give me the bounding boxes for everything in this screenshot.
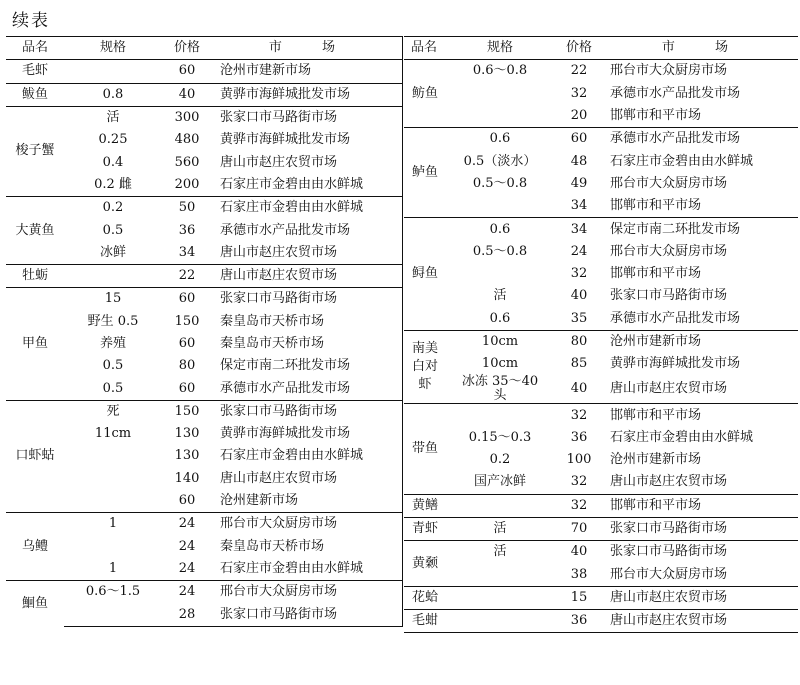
market-name: 秦皇岛市天桥市场 — [220, 538, 325, 554]
table-row — [404, 83, 798, 105]
market-name: 黄骅市海鲜城批发市场 — [212, 83, 403, 106]
spec-cell — [64, 355, 162, 377]
price-value: 480 — [174, 132, 200, 148]
product-name: 梭子蟹 — [15, 143, 55, 159]
price-value: 560 — [174, 154, 200, 170]
spec-value: 活 — [106, 110, 120, 126]
price-value: 48 — [570, 153, 588, 169]
spec-value: 0.2 雌 — [94, 176, 132, 192]
market-name: 石家庄市金碧由由水鲜城 — [610, 429, 754, 445]
spec-value: 活 — [493, 544, 507, 560]
table-row — [404, 330, 798, 353]
table-row — [404, 173, 798, 195]
product-name: 甲鱼 — [21, 336, 48, 351]
market-name: 邢台市大众厨房市场 — [602, 60, 798, 83]
table-row — [6, 581, 403, 604]
market-name: 沧州市建新市场 — [212, 60, 403, 83]
price-value: 40 — [570, 381, 588, 397]
market-name: 唐山市赵庄农贸市场 — [220, 154, 338, 170]
price-value: 28 — [162, 603, 212, 626]
spec-value: 0.6 — [489, 310, 511, 326]
table-row — [6, 355, 403, 377]
price-value: 38 — [570, 566, 588, 582]
table-row — [6, 197, 403, 220]
table-row — [404, 427, 798, 449]
spec-value: 活 — [493, 521, 507, 537]
price-value: 32 — [556, 494, 602, 517]
product-name: 牡蛎 — [21, 268, 48, 284]
price-value: 24 — [570, 243, 588, 259]
market-name: 张家口市马路街市场 — [602, 541, 798, 564]
table-row — [404, 449, 798, 471]
spec-cell — [444, 330, 556, 353]
spec-cell — [444, 263, 556, 285]
product-name-cell — [404, 60, 444, 128]
price-value: 49 — [570, 175, 588, 191]
spec-cell — [64, 311, 162, 333]
header-price: 价格 — [162, 37, 212, 60]
market-name: 唐山市赵庄农贸市场 — [220, 470, 338, 486]
spec-value: 0.5～0.8 — [472, 243, 528, 259]
price-table-right — [404, 36, 798, 633]
market-name: 承德市水产品批发市场 — [610, 310, 741, 326]
price-value: 130 — [174, 448, 200, 464]
market-name: 石家庄市金碧由由水鲜城 — [610, 153, 754, 169]
product-name: 口虾蛄 — [15, 448, 55, 464]
spec-cell — [444, 610, 556, 633]
header-market: 市 场 — [602, 37, 798, 60]
product-name: 毛虾 — [21, 63, 48, 79]
spec-cell — [64, 423, 162, 445]
spec-cell — [64, 400, 162, 423]
table-row — [404, 128, 798, 151]
spec-cell — [64, 490, 162, 513]
table-row — [404, 150, 798, 172]
product-name-cell — [404, 330, 444, 404]
market-name: 唐山市赵庄农贸市场 — [602, 586, 798, 609]
table-row — [6, 490, 403, 513]
product-name-cell — [6, 197, 64, 265]
price-value: 60 — [162, 60, 212, 83]
price-value: 32 — [570, 85, 588, 101]
table-header-row — [404, 37, 798, 60]
product-name-cell — [6, 60, 64, 83]
market-name: 承德市水产品批发市场 — [220, 380, 351, 396]
spec-cell — [444, 375, 556, 404]
price-value: 22 — [556, 60, 602, 83]
table-row — [404, 241, 798, 263]
market-name: 沧州市建新市场 — [610, 452, 702, 468]
market-name: 张家口市马路街市场 — [610, 288, 728, 304]
table-row — [6, 219, 403, 241]
product-name-cell — [404, 610, 444, 633]
spec-cell — [444, 218, 556, 241]
spec-value: 1 — [108, 516, 118, 532]
market-name: 邢台市大众厨房市场 — [212, 581, 403, 604]
spec-value: 冰冻 35～40 头 — [461, 374, 539, 404]
market-name: 承德市水产品批发市场 — [610, 85, 741, 101]
spec-cell — [444, 60, 556, 83]
market-name: 承德市水产品批发市场 — [220, 222, 351, 238]
price-value: 36 — [570, 429, 588, 445]
table-row — [6, 264, 403, 287]
spec-cell — [444, 541, 556, 564]
price-value: 60 — [178, 336, 196, 351]
spec-cell — [444, 586, 556, 609]
table-row — [6, 174, 403, 197]
price-value: 140 — [174, 470, 200, 486]
product-name: 花蛤 — [411, 589, 438, 605]
table-row — [404, 195, 798, 218]
price-table-left — [6, 36, 403, 627]
product-name: 鲂鱼 — [411, 85, 438, 101]
price-value: 36 — [178, 222, 196, 238]
spec-cell — [444, 517, 556, 540]
market-name: 石家庄市金碧由由水鲜城 — [220, 176, 364, 192]
product-name: 鲅鱼 — [21, 86, 48, 102]
product-name: 青虾 — [411, 521, 438, 537]
product-name-cell — [6, 400, 64, 512]
product-name-cell — [404, 517, 444, 540]
table-row — [404, 517, 798, 540]
price-value: 150 — [162, 400, 212, 423]
table-header-row — [6, 37, 403, 60]
spec-cell — [444, 285, 556, 307]
table-row — [404, 105, 798, 128]
product-name-cell — [6, 513, 64, 581]
spec-value: 0.2 — [102, 200, 124, 216]
market-name: 石家庄市金碧由由水鲜城 — [220, 448, 364, 464]
price-value: 24 — [162, 581, 212, 604]
price-value: 60 — [178, 380, 196, 396]
spec-cell — [64, 60, 162, 83]
spec-cell — [64, 83, 162, 106]
market-name: 秦皇岛市天桥市场 — [220, 336, 325, 351]
table-row — [404, 586, 798, 609]
price-value: 34 — [570, 198, 588, 214]
spec-cell — [64, 558, 162, 581]
product-name-cell — [404, 494, 444, 517]
table-row — [404, 353, 798, 375]
product-name-cell — [404, 128, 444, 218]
table-row — [6, 377, 403, 400]
table-row — [6, 60, 403, 83]
market-name: 邯郸市和平市场 — [610, 108, 702, 124]
header-spec: 规格 — [64, 37, 162, 60]
spec-value: 0.5 — [102, 222, 124, 238]
spec-cell — [64, 513, 162, 536]
market-name: 张家口市马路街市场 — [212, 288, 403, 311]
spec-cell — [64, 445, 162, 467]
product-name-cell — [6, 106, 64, 196]
product-name-cell — [404, 586, 444, 609]
market-name: 邢台市大众厨房市场 — [610, 175, 728, 191]
product-name-cell — [6, 83, 64, 106]
price-value: 32 — [570, 474, 588, 490]
spec-cell — [444, 195, 556, 218]
spec-value: 0.6 — [489, 131, 511, 147]
table-row — [6, 513, 403, 536]
table-row — [404, 494, 798, 517]
price-value: 80 — [556, 330, 602, 353]
price-value: 22 — [162, 264, 212, 287]
table-row — [404, 308, 798, 331]
price-value: 60 — [162, 288, 212, 311]
spec-cell — [64, 581, 162, 604]
product-name-cell — [6, 288, 64, 400]
product-name-cell — [404, 404, 444, 494]
market-name: 唐山市赵庄农贸市场 — [610, 474, 728, 490]
product-name: 大黄鱼 — [15, 222, 55, 238]
table-row — [404, 404, 798, 427]
table-row — [6, 83, 403, 106]
spec-value: 0.4 — [102, 154, 124, 170]
spec-value: 0.2 — [489, 452, 511, 468]
spec-cell — [64, 197, 162, 220]
spec-cell — [64, 106, 162, 129]
price-value: 70 — [556, 517, 602, 540]
price-value: 300 — [162, 106, 212, 129]
product-name-cell — [404, 218, 444, 330]
market-name: 邯郸市和平市场 — [602, 404, 798, 427]
market-name: 张家口市马路街市场 — [212, 400, 403, 423]
header-name: 品名 — [6, 37, 64, 60]
price-value: 35 — [570, 310, 588, 326]
table-row — [6, 423, 403, 445]
spec-cell — [444, 241, 556, 263]
market-name: 石家庄市金碧由由水鲜城 — [212, 197, 403, 220]
market-name: 邢台市大众厨房市场 — [610, 243, 728, 259]
spec-cell — [444, 404, 556, 427]
spec-cell — [444, 173, 556, 195]
table-row — [404, 564, 798, 587]
spec-cell — [64, 151, 162, 173]
table-row — [6, 129, 403, 151]
spec-value: 10cm — [481, 334, 519, 349]
spec-value: 0.25 — [98, 132, 128, 148]
market-name: 邯郸市和平市场 — [610, 198, 702, 214]
table-row — [404, 263, 798, 285]
spec-cell — [64, 174, 162, 197]
market-name: 邢台市大众厨房市场 — [610, 566, 728, 582]
price-value: 85 — [570, 356, 588, 372]
table-body-right — [404, 60, 798, 633]
market-name: 保定市南二环批发市场 — [220, 358, 351, 374]
spec-value: 0.5 — [102, 358, 124, 374]
spec-value: 0.8 — [102, 86, 124, 102]
spec-cell — [444, 564, 556, 587]
table-row — [404, 218, 798, 241]
market-name: 唐山市赵庄农贸市场 — [610, 381, 728, 397]
price-value: 60 — [178, 493, 196, 509]
product-name: 带鱼 — [411, 441, 438, 457]
price-value: 32 — [556, 404, 602, 427]
price-value: 40 — [556, 541, 602, 564]
market-name: 沧州市建新市场 — [602, 330, 798, 353]
spec-value: 1 — [108, 560, 118, 576]
product-name: 黄鳝 — [411, 497, 438, 513]
market-name: 黄骅市海鲜城批发市场 — [220, 426, 351, 442]
price-value: 20 — [570, 108, 588, 124]
spec-value: 养殖 — [99, 336, 126, 351]
spec-cell — [444, 150, 556, 172]
product-name: 黄颡 — [411, 555, 438, 571]
market-name: 张家口市马路街市场 — [602, 517, 798, 540]
header-price: 价格 — [556, 37, 602, 60]
table-row — [6, 288, 403, 311]
spec-value: 国产冰鲜 — [473, 474, 526, 490]
spec-value: 死 — [106, 403, 120, 419]
price-value: 24 — [178, 538, 196, 554]
price-value: 130 — [174, 426, 200, 442]
market-name: 黄骅市海鲜城批发市场 — [610, 356, 741, 372]
table-body-left — [6, 60, 403, 626]
table-row — [6, 333, 403, 355]
market-name: 承德市水产品批发市场 — [602, 128, 798, 151]
spec-value: 0.5（淡水） — [463, 153, 537, 169]
spec-cell — [64, 288, 162, 311]
spec-cell — [64, 333, 162, 355]
table-row — [6, 106, 403, 129]
spec-value: 活 — [493, 288, 507, 304]
table-row — [6, 151, 403, 173]
price-value: 80 — [178, 358, 196, 374]
product-name-cell — [404, 541, 444, 587]
product-name: 鮰鱼 — [21, 595, 48, 611]
header-spec: 规格 — [444, 37, 556, 60]
spec-value: 11cm — [94, 426, 132, 442]
spec-value: 0.6 — [489, 221, 511, 237]
price-value: 34 — [178, 244, 196, 260]
spec-value: 0.5～0.8 — [472, 175, 528, 191]
price-value: 200 — [174, 176, 200, 192]
spec-cell — [64, 377, 162, 400]
market-name: 张家口市马路街市场 — [212, 603, 403, 626]
product-name-cell — [6, 264, 64, 287]
table-row — [404, 471, 798, 494]
price-value: 60 — [556, 128, 602, 151]
spec-value: 0.6～1.5 — [85, 584, 141, 600]
spec-cell — [64, 264, 162, 287]
table-row — [6, 603, 403, 626]
table-row — [6, 242, 403, 265]
product-name-cell — [6, 581, 64, 627]
price-value: 40 — [162, 83, 212, 106]
price-value: 150 — [174, 313, 200, 329]
market-name: 唐山市赵庄农贸市场 — [220, 244, 338, 260]
table-row — [6, 400, 403, 423]
price-value: 34 — [556, 218, 602, 241]
product-name: 乌鳢 — [21, 538, 48, 554]
market-name: 唐山市赵庄农贸市场 — [212, 264, 403, 287]
page-title: 续表 — [12, 11, 50, 31]
table-row — [404, 375, 798, 404]
header-market: 市 场 — [212, 37, 403, 60]
market-name: 张家口市马路街市场 — [212, 106, 403, 129]
market-name: 沧州建新市场 — [220, 493, 299, 509]
market-name: 邢台市大众厨房市场 — [212, 513, 403, 536]
price-value: 32 — [570, 266, 588, 282]
market-name: 保定市南二环批发市场 — [602, 218, 798, 241]
price-value: 24 — [162, 513, 212, 536]
table-row — [6, 311, 403, 333]
table-row — [404, 541, 798, 564]
price-value: 40 — [570, 288, 588, 304]
spec-cell — [64, 468, 162, 490]
product-name: 南美白对虾 — [411, 341, 438, 393]
spec-cell — [444, 83, 556, 105]
table-row — [6, 558, 403, 581]
spec-value: 0.6～0.8 — [472, 63, 528, 79]
market-name: 黄骅市海鲜城批发市场 — [220, 132, 351, 148]
table-row — [6, 445, 403, 467]
market-name: 石家庄市金碧由由水鲜城 — [220, 560, 364, 576]
spec-cell — [444, 494, 556, 517]
spec-cell — [444, 105, 556, 128]
product-name: 鲈鱼 — [411, 164, 438, 180]
spec-cell — [64, 603, 162, 626]
spec-value: 15 — [104, 291, 122, 307]
table-row — [404, 285, 798, 307]
table-row — [6, 536, 403, 558]
table-row — [404, 610, 798, 633]
spec-cell — [444, 353, 556, 375]
price-value: 15 — [556, 586, 602, 609]
spec-value: 0.5 — [102, 380, 124, 396]
spec-value: 0.15～0.3 — [468, 429, 532, 445]
spec-value: 野生 0.5 — [87, 313, 139, 329]
header-name: 品名 — [404, 37, 444, 60]
spec-value: 冰鲜 — [99, 244, 126, 260]
spec-cell — [64, 242, 162, 265]
price-value: 36 — [556, 610, 602, 633]
spec-cell — [444, 308, 556, 331]
table-row — [404, 60, 798, 83]
market-name: 唐山市赵庄农贸市场 — [602, 610, 798, 633]
spec-cell — [444, 449, 556, 471]
spec-cell — [64, 536, 162, 558]
table-row — [6, 468, 403, 490]
spec-cell — [444, 128, 556, 151]
price-value: 100 — [566, 452, 592, 468]
price-value: 50 — [162, 197, 212, 220]
price-value: 24 — [178, 560, 196, 576]
spec-cell — [64, 129, 162, 151]
spec-cell — [444, 427, 556, 449]
market-name: 秦皇岛市天桥市场 — [220, 313, 325, 329]
spec-cell — [64, 219, 162, 241]
spec-value: 10cm — [481, 356, 519, 372]
market-name: 邯郸市和平市场 — [602, 494, 798, 517]
spec-cell — [444, 471, 556, 494]
product-name: 毛蚶 — [411, 613, 438, 629]
product-name: 鲟鱼 — [411, 266, 438, 282]
market-name: 邯郸市和平市场 — [610, 266, 702, 282]
